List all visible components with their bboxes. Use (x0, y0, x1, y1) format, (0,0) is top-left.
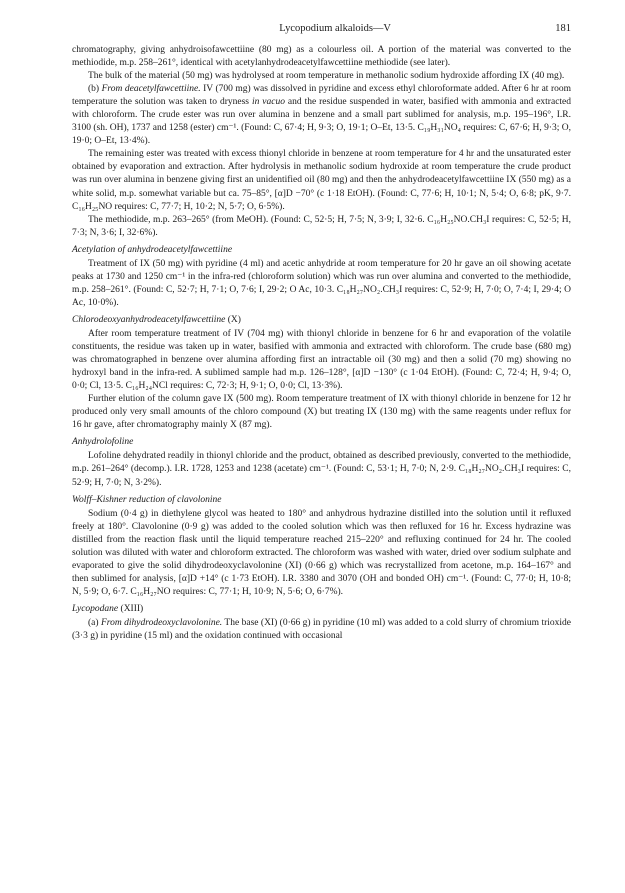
running-title: Lycopodium alkaloids—V (279, 23, 391, 34)
method-label: From dihydrodeoxyclavolonine. (100, 617, 223, 628)
paragraph-hydrolysis: The bulk of the material (50 mg) was hydrolysed at room temperature in methanolic sodium hydroxide affording IX (40 mg). (88, 71, 565, 82)
section-heading-anhydrolofoline: Anhydrolofoline (72, 437, 134, 448)
section-heading-wolff-kishner: Wolff–Kishner reduction of clavolonine (72, 494, 222, 505)
section-heading-acetylation: Acetylation of anhydrodeacetylfawcettiine (72, 244, 233, 255)
paragraph-from-deacetylfawcettiine: (b) From deacetylfawcettiine. IV (700 mg) was dissolved in pyridine and excess ethyl chloroformate added. After 6 hr at room temperature the solution was taken to dryness in vacuo and the residue suspended in water, basified with ammonia and extracted with chloroform. The crude ester was run over alumina in benzene and a small part sublimed for analysis, m.p. 195–196°, I.R. 3100 (sh. OH), 1737 and 1258 (ester) cm⁻¹. (Found: C, 67·4; H, 9·3; O, 19·1; O–Et, 13·5. C₁₉H₃₁NO₄ requires: C, 67·6; H, 9·3; O, 19·0; O–Et, 13·4%). (72, 84, 572, 147)
paragraph-lycopodane: (a) From dihydrodeoxyclavolonine. The base (XI) (0·66 g) in pyridine (10 ml) was added to a cold slurry of chromium trioxide (3·3 g) in pyridine (15 ml) and the oxidation continued with occasional (72, 617, 571, 642)
method-label: From deacetylfawcettiine. (101, 84, 201, 95)
paragraph-chromatography: chromatography, giving anhydroisofawcettiine (80 mg) as a colourless oil. A portion of the material was converted to the methiodide, m.p. 258–261°, identical with acetylanhydrodeacetylfawcettiine methiodide (see later). (72, 45, 571, 69)
paragraph-chlorodeoxy: After room temperature treatment of IV (704 mg) with thionyl chloride in benzene for 6 hr and evaporation of the volatile constituents, the residue was taken up in water, basified with ammonia and extracted with chloroform. The crude base (680 mg) was chromatographed in benzene over alumina affording first an intractable oil (30 mg) and then a solid (70 mg) showing no hydroxyl band in the infra-red. A sublimed sample had m.p. 126–128°, [α]D −130° (c 1·04 EtOH). (Found: C, 72·4; H, 9·4; O, 0·0; Cl, 13·5. C₁₆H₂₄NCl requires: C, 72·3; H, 9·1; O, 0·0; Cl, 13·3%). (72, 328, 571, 392)
paragraph-methiodide: The methiodide, m.p. 263–265° (from MeOH). (Found: C, 52·5; H, 7·5; N, 3·9; I, 32·6. C₁₆H₂₅NO.CH₃I requires: C, 52·5; H, 7·3; N, 3·6; I, 32·6%). (72, 214, 571, 238)
article-body (72, 44, 571, 643)
page-number: 181 (555, 23, 571, 34)
page-header (72, 14, 571, 44)
section-heading-chlorodeoxy: Chlorodeoxyanhydrodeacetylfawcettiine (X) (72, 314, 241, 325)
section-heading-lycopodane: Lycopodane (XIII) (72, 603, 144, 614)
paragraph-acetylation: Treatment of IX (50 mg) with pyridine (4 ml) and acetic anhydride at room temperature for 20 hr gave an oil showing acetate peaks at 1730 and 1250 cm⁻¹ in the infra-red (chloroform solution) which was run over alumina and converted to the methiodide, m.p. 258–261°. (Found: C, 52·7; H, 7·1; O, 7·6; I, 29·2; O Ac, 10·3. C₁₈H₂₇NO₂.CH₃I requires: C, 52·9; H, 7·0; O, 7·4; I, 29·4; O Ac, 10·0%). (72, 258, 571, 308)
paragraph-anhydrolofoline: Lofoline dehydrated readily in thionyl chloride and the product, obtained as described previously, converted to the methiodide, m.p. 261–264° (decomp.). I.R. 1728, 1253 and 1238 (acetate) cm⁻¹. (Found: C, 53·1; H, 7·0; N, 2·9. C₁₈H₂₇NO₂.CH₃I requires: C, 52·9; H, 7·0; N, 3·2%). (72, 451, 571, 488)
paragraph-remaining-ester: The remaining ester was treated with excess thionyl chloride in benzene at room temperature for 4 hr and the unsaturated ester obtained by evaporation and extraction. After hydrolysis in methanolic sodium hydroxide at room temperature the crude product was run over alumina in benzene giving first an unidentified oil (80 mg) and then the anhydrodeacetylfawcettiine IX (550 mg) as a white solid, m.p. somewhat variable but ca. 75–85°, [α]D −70° (c 1·18 EtOH). (Found: C, 77·6; H, 10·1; N, 5·4; O, 6·8; pK, 9·7. C₁₆H₂₅NO requires: C, 77·7; H, 10·2; N, 5·7; O, 6·5%). (72, 149, 571, 212)
paragraph-further-elution: Further elution of the column gave IX (500 mg). Room temperature treatment of IX with thionyl chloride in benzene for 12 hr produced only very small amounts of the chloro compound (X) but treating IX (130 mg) with the same reagents under reflux for 16 hr gave, after chromatography mainly X (87 mg). (72, 394, 571, 431)
paragraph-wolff-kishner: Sodium (0·4 g) in diethylene glycol was heated to 180° and anhydrous hydrazine distilled into the solution until it refluxed freely at 180°. Clavolonine (0·9 g) was added to the cooled solution which was then refluxed for 16 hr. Excess hydrazine was distilled from the reaction flask until the liquid temperature reached 215–220° and refluxing continued for 24 hr. The cooled solution was diluted with water and chloroform extracted. The chloroform was washed with water, dried over sodium sulphate and evaporated to give the solid dihydrodeoxyclavolonine (XI) (0·66 g) which was recrystallized from acetone, m.p. 164–167° and then sublimed for analysis, [α]D +14° (c 1·73 EtOH). I.R. 3380 and 3070 (OH and bonded OH) cm⁻¹. (Found: C, 77·0; H, 10·8; N, 5·9; O, 6·7. C₁₆H₂₇NO requires: C, 77·1; H, 10·9; N, 5·6; O, 6·7%). (72, 508, 571, 597)
